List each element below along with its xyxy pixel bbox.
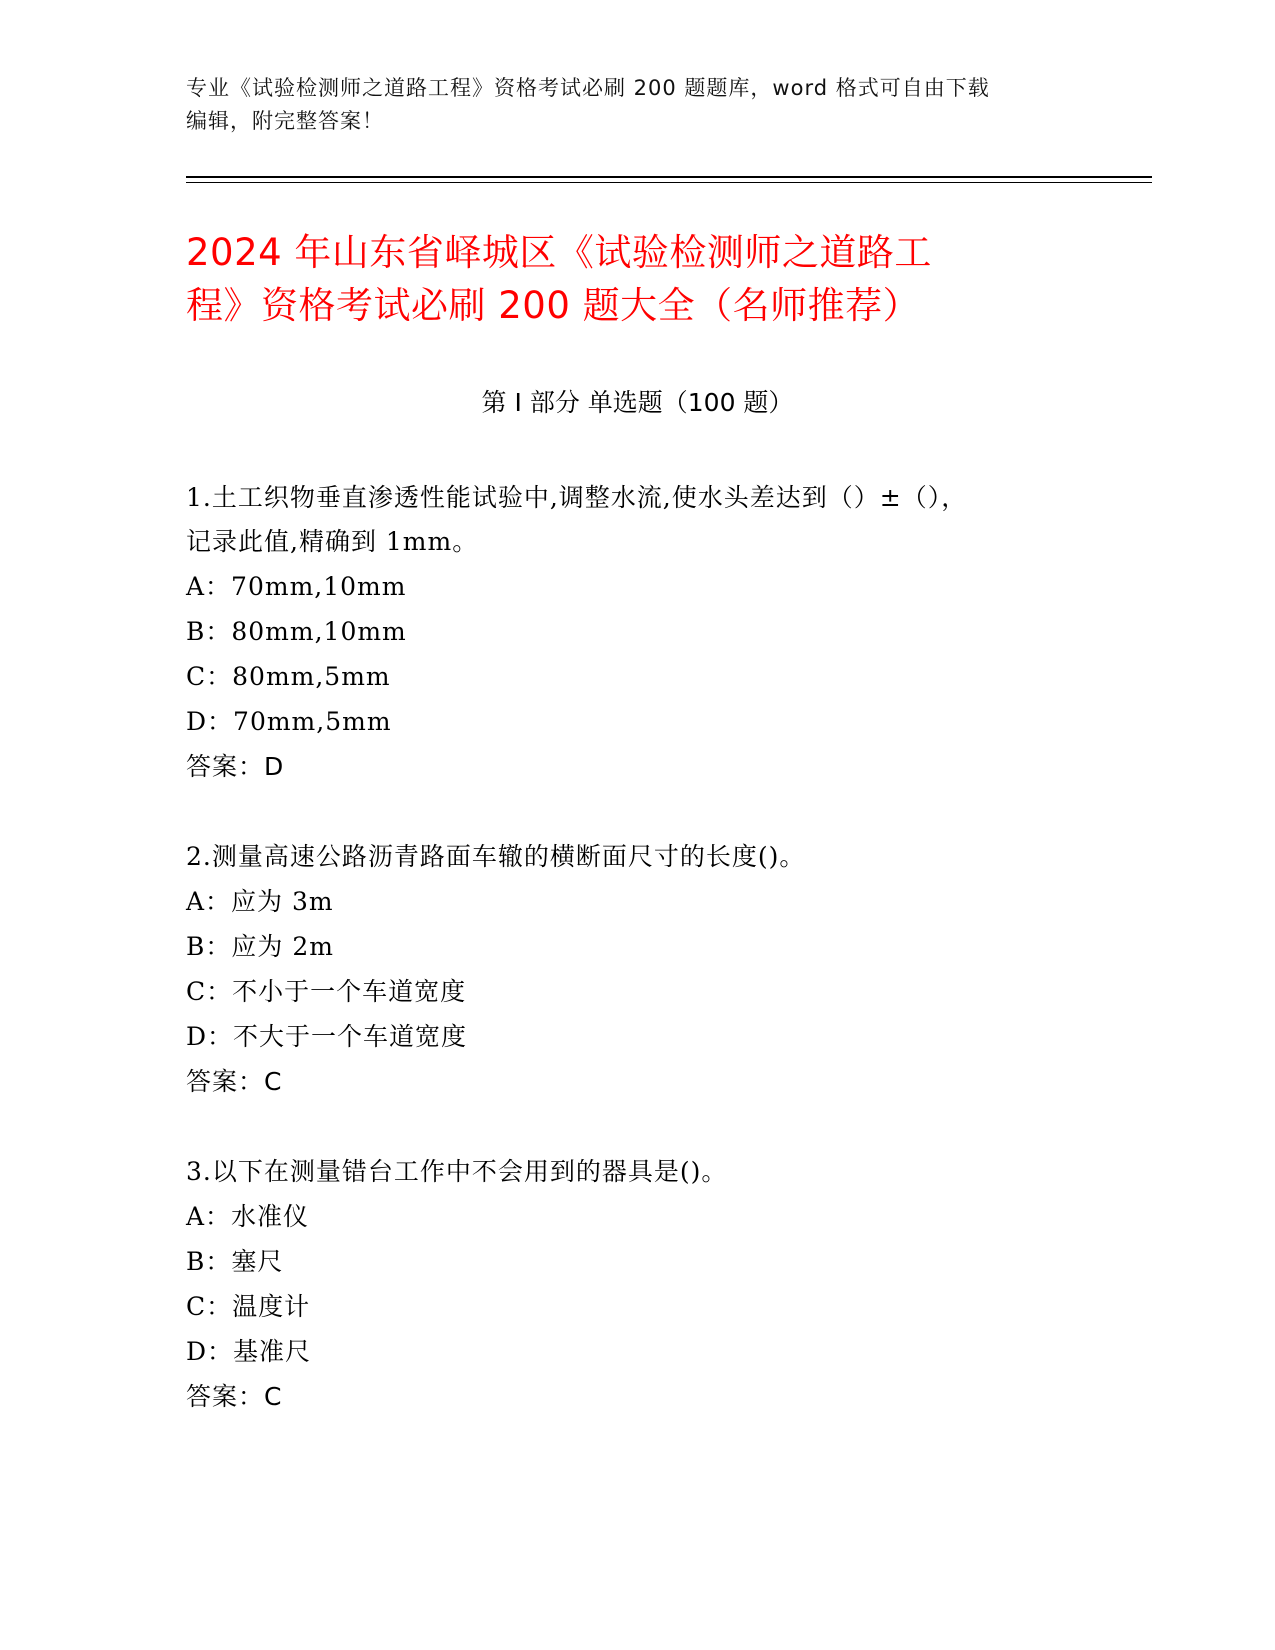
answer: 答案：C [186, 1067, 283, 1096]
header-divider-thin [186, 182, 1152, 183]
question-stem-line-2: 记录此值,精确到 1mm。 [186, 527, 479, 556]
option-d: D：基准尺 [186, 1337, 312, 1366]
option-b: B：80mm,10mm [186, 617, 407, 646]
document-title-line-1: 2024 年山东省峄城区《试验检测师之道路工 [186, 231, 932, 274]
header-note-line-2: 编辑，附完整答案！ [186, 109, 384, 133]
question-stem-line-1: 3.以下在测量错台工作中不会用到的器具是()。 [186, 1157, 728, 1186]
document-title-line-2: 程》资格考试必刷 200 题大全（名师推荐） [186, 284, 921, 327]
option-a: A：水准仪 [186, 1202, 310, 1231]
option-d: D：不大于一个车道宽度 [186, 1022, 468, 1051]
option-c: C：不小于一个车道宽度 [186, 977, 467, 1006]
answer: 答案：D [186, 752, 285, 781]
question-1 [186, 476, 1086, 789]
answer: 答案：C [186, 1382, 283, 1411]
option-d: D：70mm,5mm [186, 707, 392, 736]
document-title [186, 226, 1086, 332]
question-list [186, 476, 1086, 1465]
question-stem [186, 1150, 1086, 1194]
question-stem [186, 476, 1086, 564]
header-divider-thick [186, 176, 1152, 178]
question-stem-line-1: 1.土工织物垂直渗透性能试验中,调整水流,使水头差达到（）±（）， [186, 483, 968, 512]
option-a: A：应为 3m [186, 887, 334, 916]
option-b: B：塞尺 [186, 1247, 284, 1276]
header-note [186, 72, 1086, 138]
question-stem-line-1: 2.测量高速公路沥青路面车辙的横断面尺寸的长度()。 [186, 842, 806, 871]
option-c: C：温度计 [186, 1292, 311, 1321]
question-3 [186, 1150, 1086, 1419]
header-note-line-1: 专业《试验检测师之道路工程》资格考试必刷 200 题题库，word 格式可自由下载 [186, 76, 990, 100]
section-heading: 第 I 部分 单选题（100 题） [481, 388, 794, 417]
question-stem [186, 835, 1086, 879]
option-b: B：应为 2m [186, 932, 334, 961]
option-a: A：70mm,10mm [186, 572, 407, 601]
option-c: C：80mm,5mm [186, 662, 391, 691]
question-2 [186, 835, 1086, 1104]
